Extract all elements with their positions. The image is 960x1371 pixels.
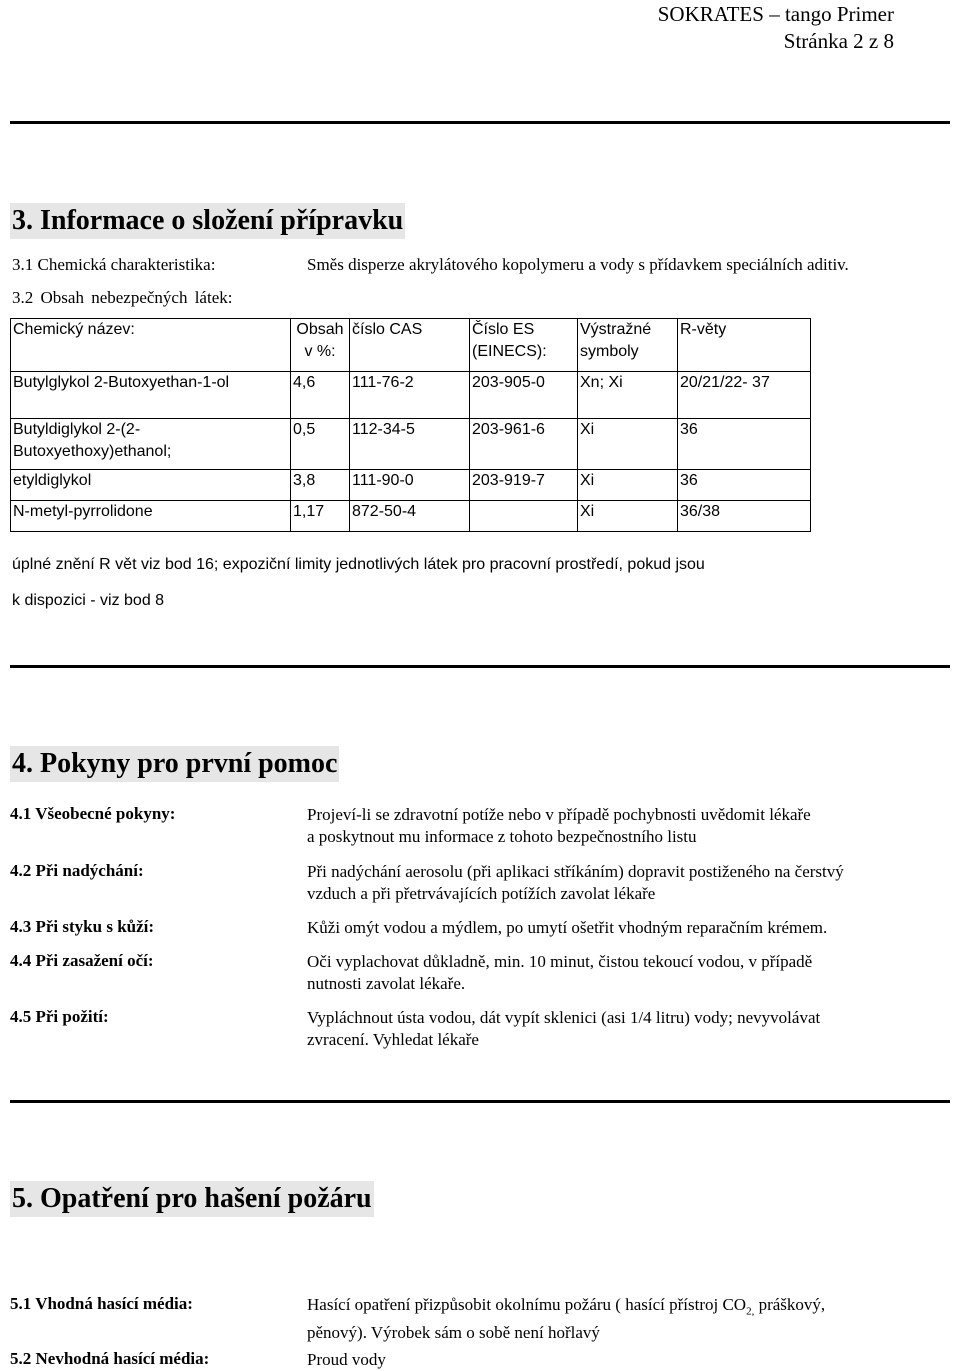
- section-4-title: 4. Pokyny pro první pomoc: [10, 746, 339, 782]
- cell-name: Butyldiglykol 2-(2-Butoxyethoxy)ethanol;: [11, 419, 291, 470]
- cell-name: Butylglykol 2-Butoxyethan-1-ol: [11, 372, 291, 419]
- cell-es: [470, 501, 578, 532]
- text-line: nutnosti zavolat lékaře.: [307, 974, 466, 993]
- cell-content: 3,8: [291, 470, 350, 501]
- first-aid-eyes-label: 4.4 Při zasažení očí:: [10, 951, 154, 970]
- text-line: zvracení. Vyhledat lékaře: [307, 1030, 479, 1049]
- cell-r-phrases: 36: [678, 470, 811, 501]
- suitable-media-text: [307, 1294, 937, 1344]
- unsuitable-media-label: 5.2 Nevhodná hasící média:: [10, 1349, 210, 1368]
- cell-r-phrases: 20/21/22- 37: [678, 372, 811, 419]
- header-content: Obsah v %:: [291, 319, 350, 372]
- text-line: Při nadýchání aerosolu (při aplikaci stříkáním) dopravit postiženého na čerstvý: [307, 862, 844, 881]
- first-aid-eyes-text: [307, 951, 937, 995]
- text-line: a poskytnout mu informace z tohoto bezpečnostního listu: [307, 827, 697, 846]
- composition-table: [10, 318, 811, 532]
- header-symbols: Výstražné symboly: [578, 319, 678, 372]
- section-5-title: 5. Opatření pro hašení požáru: [10, 1181, 374, 1217]
- page-number: Stránka 2 z 8: [783, 29, 894, 53]
- text-line: Vypláchnout ústa vodou, dát vypít sklenici (asi 1/4 litru) vody; nevyvolávat: [307, 1008, 821, 1027]
- first-aid-ingestion-text: [307, 1007, 937, 1051]
- document-product-name: SOKRATES – tango Primer: [657, 2, 894, 26]
- note-line-2: k dispozici - viz bod 8: [12, 592, 165, 609]
- cell-symbols: Xi: [578, 419, 678, 470]
- table-header-row: [11, 319, 811, 372]
- text-line: Kůži omýt vodou a mýdlem, po umytí ošetřit vhodným reparačním krémem.: [307, 918, 828, 937]
- header-r-phrases: R-věty: [678, 319, 811, 372]
- text-line: Oči vyplachovat důkladně, min. 10 minut, čistou tekoucí vodou, v případě: [307, 952, 813, 971]
- text-line: vzduch a při přetrvávajících potížích zavolat lékaře: [307, 884, 656, 903]
- section-3-title: 3. Informace o složení přípravku: [10, 203, 405, 239]
- divider: [10, 1100, 950, 1103]
- cell-cas: 111-90-0: [350, 470, 470, 501]
- suitable-media-label: 5.1 Vhodná hasící média:: [10, 1294, 193, 1313]
- cell-es: 203-961-6: [470, 419, 578, 470]
- divider: [10, 121, 950, 124]
- divider: [10, 665, 950, 668]
- first-aid-skin-text: [307, 917, 937, 939]
- cell-content: 4,6: [291, 372, 350, 419]
- cell-es: 203-919-7: [470, 470, 578, 501]
- cell-name: N-metyl-pyrrolidone: [11, 501, 291, 532]
- first-aid-skin-label: 4.3 Při styku s kůží:: [10, 917, 155, 936]
- cell-r-phrases: 36: [678, 419, 811, 470]
- cell-es: 203-905-0: [470, 372, 578, 419]
- first-aid-general-label: 4.1 Všeobecné pokyny:: [10, 804, 176, 823]
- cell-content: 0,5: [291, 419, 350, 470]
- cell-name: etyldiglykol: [11, 470, 291, 501]
- text-line: Projeví-li se zdravotní potíže nebo v případě pochybnosti uvědomit lékaře: [307, 805, 811, 824]
- header-cas: číslo CAS: [350, 319, 470, 372]
- cell-symbols: Xn; Xi: [578, 372, 678, 419]
- hazardous-substances-label: 3.2 Obsah nebezpečných látek:: [12, 288, 233, 307]
- header-es: Číslo ES (EINECS):: [470, 319, 578, 372]
- cell-r-phrases: 36/38: [678, 501, 811, 532]
- unsuitable-media-text: Proud vody: [307, 1350, 386, 1369]
- cell-content: 1,17: [291, 501, 350, 532]
- text-line: pěnový). Výrobek sám o sobě není hořlavý: [307, 1323, 600, 1343]
- first-aid-ingestion-label: 4.5 Při požití:: [10, 1007, 109, 1026]
- cell-cas: 111-76-2: [350, 372, 470, 419]
- first-aid-inhalation-label: 4.2 Při nadýchání:: [10, 861, 144, 880]
- cell-cas: 112-34-5: [350, 419, 470, 470]
- cell-cas: 872-50-4: [350, 501, 470, 532]
- table-row: [11, 501, 811, 532]
- table-row: [11, 419, 811, 470]
- cell-symbols: Xi: [578, 470, 678, 501]
- first-aid-inhalation-text: [307, 861, 937, 905]
- table-row: [11, 470, 811, 501]
- chem-characteristic-value: Směs disperze akrylátového kopolymeru a vody s přídavkem speciálních aditiv.: [307, 255, 849, 274]
- note-line-1: úplné znění R vět viz bod 16; expoziční limity jednotlivých látek pro pracovní prostředí, pokud jsou: [12, 556, 705, 573]
- table-row: [11, 372, 811, 419]
- cell-symbols: Xi: [578, 501, 678, 532]
- first-aid-general-text: [307, 804, 937, 848]
- header-name: Chemický název:: [11, 319, 291, 372]
- text-line: Hasící opatření přizpůsobit okolnímu požáru ( hasící přístroj $CO_{2,}$ práškový,: [307, 1295, 826, 1318]
- chem-characteristic-label: 3.1 Chemická charakteristika:: [12, 255, 216, 274]
